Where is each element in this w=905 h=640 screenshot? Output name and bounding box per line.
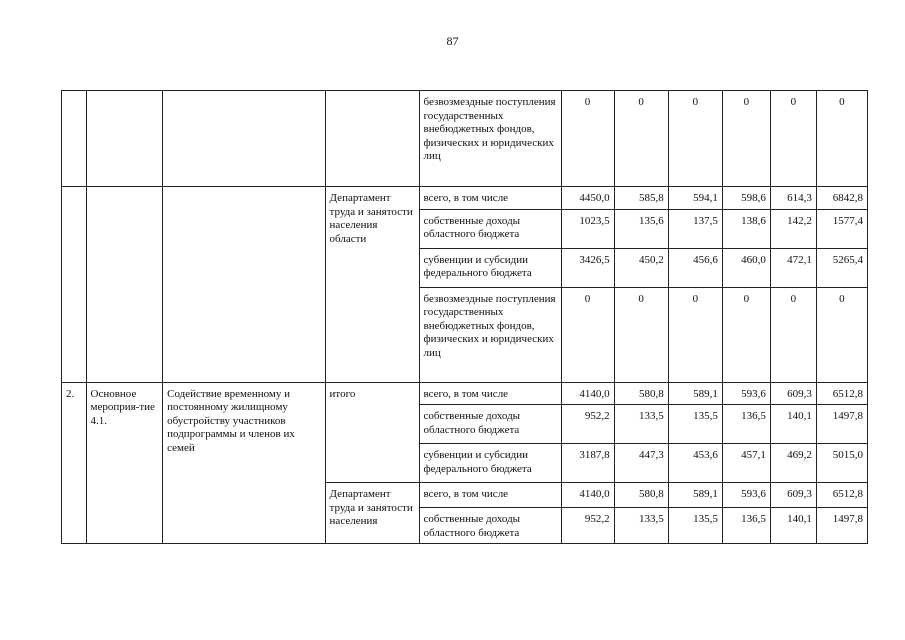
value-cell: 450,2 — [614, 248, 668, 287]
value-cell: 135,5 — [668, 405, 722, 444]
value-cell: 460,0 — [722, 248, 770, 287]
empty-cell — [163, 187, 325, 383]
empty-cell — [86, 187, 163, 383]
value-cell: 140,1 — [770, 508, 816, 544]
funding-type-cell: собственные доходы областного бюджета — [419, 209, 561, 248]
value-cell: 136,5 — [722, 508, 770, 544]
value-cell: 0 — [561, 287, 614, 382]
value-cell: 580,8 — [614, 483, 668, 508]
value-cell: 3426,5 — [561, 248, 614, 287]
value-cell: 137,5 — [668, 209, 722, 248]
value-cell: 0 — [770, 91, 816, 187]
table-row — [62, 382, 868, 405]
empty-cell — [163, 91, 325, 187]
value-cell: 472,1 — [770, 248, 816, 287]
item-number: 2. — [62, 382, 87, 544]
value-cell: 598,6 — [722, 187, 770, 210]
empty-cell — [325, 91, 419, 187]
value-cell: 593,6 — [722, 483, 770, 508]
value-cell: 4140,0 — [561, 483, 614, 508]
value-cell: 453,6 — [668, 444, 722, 483]
value-cell: 0 — [614, 91, 668, 187]
empty-cell — [86, 91, 163, 187]
value-cell: 456,6 — [668, 248, 722, 287]
empty-cell — [62, 91, 87, 187]
value-cell: 594,1 — [668, 187, 722, 210]
value-cell: 140,1 — [770, 405, 816, 444]
funding-type-cell: безвозмездные поступления государственных внебюджетных фондов, физических и юридических лиц — [419, 287, 561, 382]
value-cell: 585,8 — [614, 187, 668, 210]
value-cell: 138,6 — [722, 209, 770, 248]
value-cell: 589,1 — [668, 382, 722, 405]
empty-cell — [62, 187, 87, 383]
value-cell: 133,5 — [614, 405, 668, 444]
value-cell: 609,3 — [770, 382, 816, 405]
value-cell: 952,2 — [561, 405, 614, 444]
value-cell: 1497,8 — [816, 405, 867, 444]
budget-table — [61, 90, 868, 544]
value-cell: 1577,4 — [816, 209, 867, 248]
funding-type-cell: субвенции и субсидии федерального бюджета — [419, 444, 561, 483]
executor-cell: Департамент труда и занятости населения области — [325, 187, 419, 383]
value-cell: 1497,8 — [816, 508, 867, 544]
value-cell: 5015,0 — [816, 444, 867, 483]
value-cell: 4140,0 — [561, 382, 614, 405]
value-cell: 0 — [614, 287, 668, 382]
funding-type-cell: всего, в том числе — [419, 187, 561, 210]
value-cell: 6512,8 — [816, 382, 867, 405]
value-cell: 6512,8 — [816, 483, 867, 508]
value-cell: 952,2 — [561, 508, 614, 544]
value-cell: 614,3 — [770, 187, 816, 210]
funding-type-cell: субвенции и субсидии федерального бюджета — [419, 248, 561, 287]
funding-type-cell: всего, в том числе — [419, 382, 561, 405]
value-cell: 457,1 — [722, 444, 770, 483]
value-cell: 5265,4 — [816, 248, 867, 287]
value-cell: 3187,8 — [561, 444, 614, 483]
value-cell: 609,3 — [770, 483, 816, 508]
value-cell: 135,6 — [614, 209, 668, 248]
value-cell: 0 — [722, 287, 770, 382]
value-cell: 0 — [770, 287, 816, 382]
value-cell: 4450,0 — [561, 187, 614, 210]
value-cell: 0 — [816, 287, 867, 382]
value-cell: 1023,5 — [561, 209, 614, 248]
funding-type-cell: всего, в том числе — [419, 483, 561, 508]
executor-cell: итого — [325, 382, 419, 483]
table-row — [62, 187, 868, 210]
executor-cell: Департамент труда и занятости населения — [325, 483, 419, 544]
value-cell: 6842,8 — [816, 187, 867, 210]
activity-name: Основное мероприя-тие 4.1. — [86, 382, 163, 544]
value-cell: 580,8 — [614, 382, 668, 405]
value-cell: 469,2 — [770, 444, 816, 483]
value-cell: 135,5 — [668, 508, 722, 544]
funding-type-cell: безвозмездные поступления государственных внебюджетных фондов, физических и юридических лиц — [419, 91, 561, 187]
value-cell: 142,2 — [770, 209, 816, 248]
activity-title: Содействие временному и постоянному жилищному обустройству участников подпрограммы и членов их семей — [163, 382, 325, 544]
value-cell: 0 — [561, 91, 614, 187]
value-cell: 0 — [722, 91, 770, 187]
page-number: 87 — [446, 34, 459, 48]
table-row — [62, 91, 868, 187]
value-cell: 0 — [816, 91, 867, 187]
funding-type-cell: собственные доходы областного бюджета — [419, 405, 561, 444]
value-cell: 136,5 — [722, 405, 770, 444]
value-cell: 0 — [668, 287, 722, 382]
value-cell: 133,5 — [614, 508, 668, 544]
value-cell: 447,3 — [614, 444, 668, 483]
value-cell: 593,6 — [722, 382, 770, 405]
funding-type-cell: собственные доходы областного бюджета — [419, 508, 561, 544]
value-cell: 0 — [668, 91, 722, 187]
value-cell: 589,1 — [668, 483, 722, 508]
